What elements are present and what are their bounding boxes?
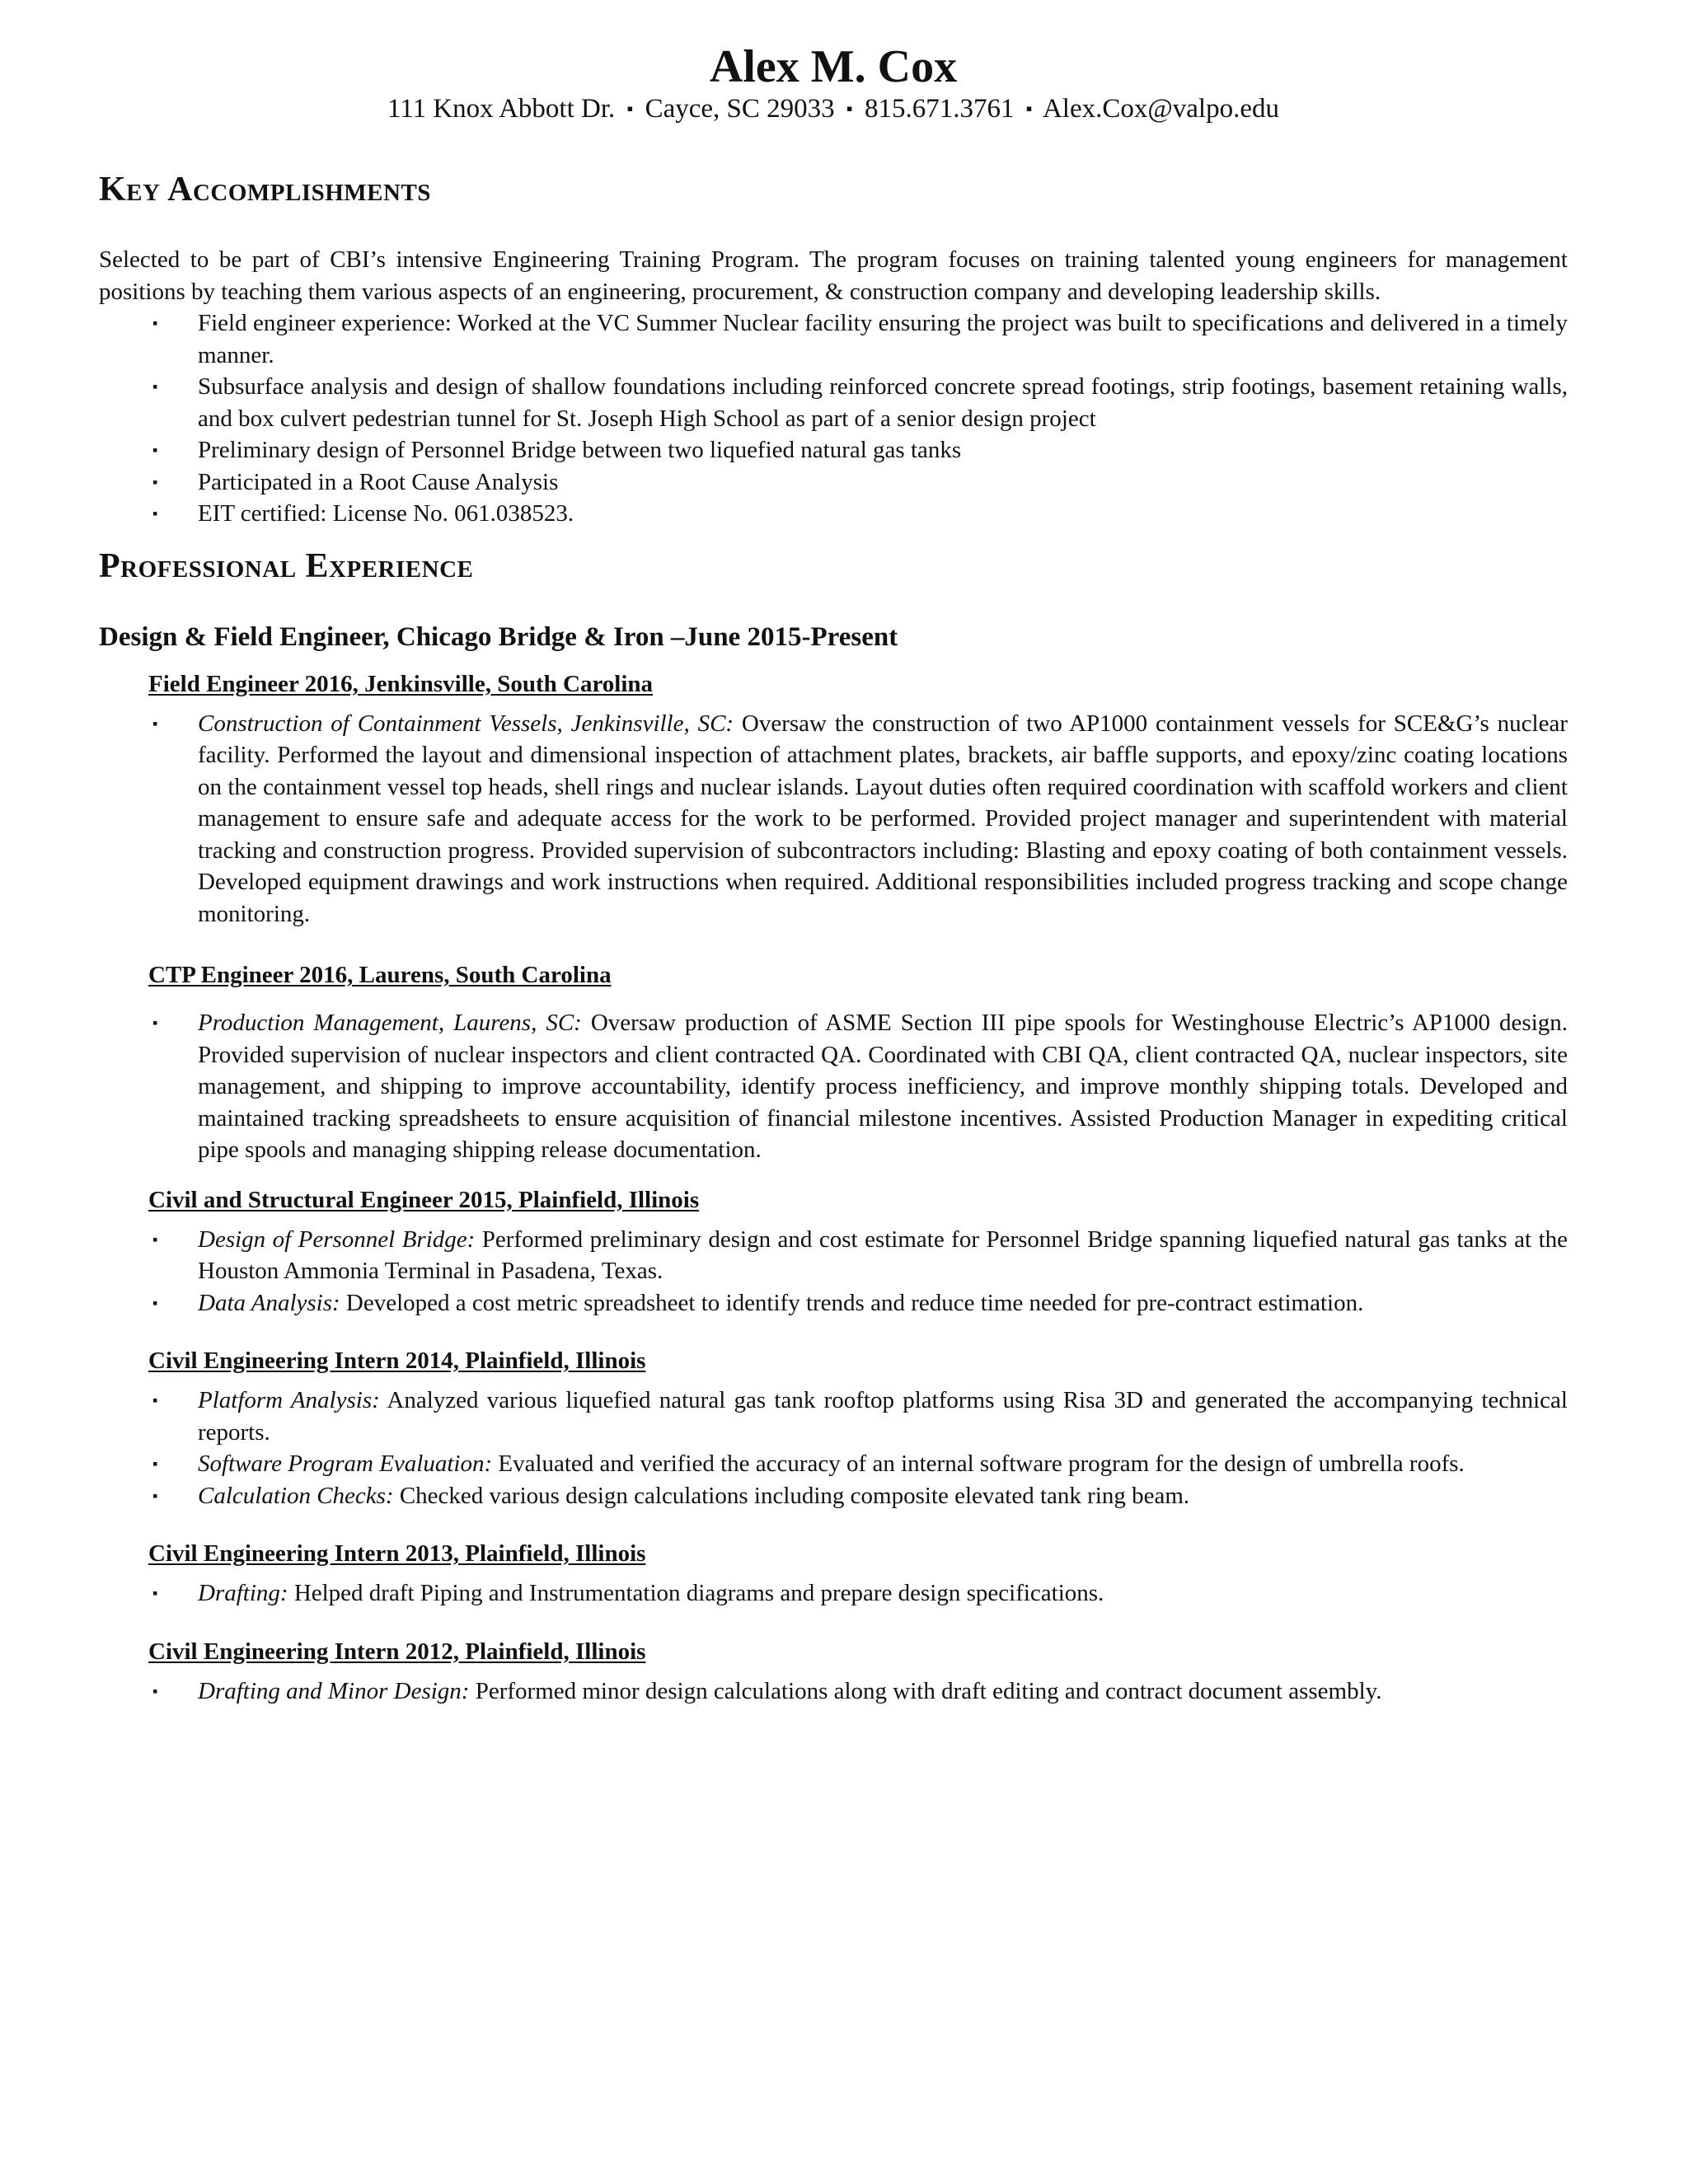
bullet-icon: ▪: [152, 505, 158, 522]
bullet-icon: ▪: [152, 473, 158, 490]
list-item: ▪ Subsurface analysis and design of shallow foundations including reinforced concrete spread footings, strip footings, basement retaining walls, and box culvert pedestrian tunnel for St. Joseph High School as part of a senior design project: [99, 371, 1568, 434]
separator-icon: ▪: [1025, 98, 1033, 119]
address: 111 Knox Abbott Dr.: [387, 94, 616, 124]
list-item: ▪ Platform Analysis: Analyzed various liquefied natural gas tank rooftop platforms using Risa 3D and generated the accompanying technical reports.: [99, 1385, 1568, 1448]
role-list: [99, 708, 1568, 930]
bullet-icon: ▪: [152, 1294, 158, 1311]
bullet-icon: ▪: [152, 1585, 158, 1601]
role-list: [99, 1007, 1568, 1166]
role-heading: Civil and Structural Engineer 2015, Plainfield, Illinois: [148, 1186, 700, 1213]
resume-page: [99, 41, 1568, 1707]
role-heading: CTP Engineer 2016, Laurens, South Carolina: [148, 962, 612, 988]
key-accomplishments-list: [99, 307, 1568, 530]
list-item: ▪ Software Program Evaluation: Evaluated and verified the accuracy of an internal software program for the design of umbrella roofs.: [99, 1448, 1568, 1480]
professional-experience-heading: Professional Experience: [99, 546, 474, 585]
contact-line: [99, 92, 1568, 125]
list-item: ▪ Construction of Containment Vessels, Jenkinsville, SC: Oversaw the construction of two AP1000 containment vessels for SCE&G’s nuclear facility. Performed the layout and dimensional inspection of attachment plates, brackets, air baffle supports, and epoxy/zinc coating locations on the containment vessel top heads, shell rings and nuclear islands. Layout duties often required coordination with scaffold workers and client management to ensure safe and adequate access for the work to be performed. Provided project manager and superintendent with material tracking and construction progress. Provided supervision of subcontractors including: Blasting and epoxy coating of both containment vessels. Developed equipment drawings and work instructions when required. Additional responsibilities included progress tracking and scope change monitoring.: [99, 708, 1568, 930]
bullet-icon: ▪: [152, 1487, 158, 1504]
role-heading: Civil Engineering Intern 2012, Plainfield, Illinois: [148, 1638, 646, 1665]
city: Cayce, SC 29033: [645, 94, 835, 124]
list-item: ▪ Production Management, Laurens, SC: Oversaw production of ASME Section III pipe spools for Westinghouse Electric’s AP1000 design. Provided supervision of nuclear inspectors and client contracted QA. Coordinated with CBI QA, client contracted QA, nuclear inspectors, site management, and shipping to improve accountability, identify process inefficiency, and improve monthly shipping totals. Developed and maintained tracking spreadsheets to ensure acquisition of financial milestone incentives. Assisted Production Manager in expediting critical pipe spools and managing shipping release documentation.: [99, 1007, 1568, 1166]
bullet-icon: ▪: [152, 315, 158, 331]
bullet-icon: ▪: [152, 1455, 158, 1472]
bullet-icon: ▪: [152, 378, 158, 395]
list-item: ▪ Drafting and Minor Design: Performed minor design calculations along with draft editing and contract document assembly.: [99, 1675, 1568, 1708]
list-item: ▪ Calculation Checks: Checked various design calculations including composite elevated tank ring beam.: [99, 1480, 1568, 1512]
candidate-name: Alex M. Cox: [709, 41, 958, 92]
list-item: ▪ Design of Personnel Bridge: Performed preliminary design and cost estimate for Personnel Bridge spanning liquefied natural gas tanks at the Houston Ammonia Terminal in Pasadena, Texas.: [99, 1224, 1568, 1287]
job-title: Design & Field Engineer, Chicago Bridge & Iron –June 2015-Present: [99, 621, 898, 652]
separator-icon: ▪: [846, 98, 853, 119]
bullet-icon: ▪: [152, 442, 158, 458]
role-list: [99, 1675, 1568, 1708]
email: Alex.Cox@valpo.edu: [1042, 94, 1279, 124]
role-heading: Civil Engineering Intern 2013, Plainfield, Illinois: [148, 1540, 646, 1567]
list-item: ▪ EIT certified: License No. 061.038523.: [99, 498, 1568, 530]
phone: 815.671.3761: [864, 94, 1015, 124]
list-item: ▪ Participated in a Root Cause Analysis: [99, 466, 1568, 499]
bullet-icon: ▪: [152, 1682, 158, 1699]
role-list: [99, 1224, 1568, 1319]
key-accomplishments-heading: Key Accomplishments: [99, 171, 431, 209]
role-list: [99, 1385, 1568, 1511]
list-item: ▪ Data Analysis: Developed a cost metric spreadsheet to identify trends and reduce time needed for pre-contract estimation.: [99, 1287, 1568, 1319]
list-item: ▪ Preliminary design of Personnel Bridge between two liquefied natural gas tanks: [99, 434, 1568, 466]
list-item: ▪ Drafting: Helped draft Piping and Instrumentation diagrams and prepare design specifications.: [99, 1577, 1568, 1610]
bullet-icon: ▪: [152, 1230, 158, 1248]
role-heading: Civil Engineering Intern 2014, Plainfield, Illinois: [148, 1347, 646, 1374]
list-item: ▪ Field engineer experience: Worked at the VC Summer Nuclear facility ensuring the project was built to specifications and delivered in a timely manner.: [99, 307, 1568, 371]
bullet-icon: ▪: [152, 1015, 158, 1031]
key-accomplishments-intro: Selected to be part of CBI’s intensive Engineering Training Program. The program focuses on training talented young engineers for management positions by teaching them various aspects of an engineering, procurement, & construction company and developing leadership skills.: [99, 246, 1568, 305]
separator-icon: ▪: [626, 98, 634, 119]
bullet-icon: ▪: [152, 1392, 158, 1408]
bullet-icon: ▪: [152, 715, 158, 732]
role-list: [99, 1577, 1568, 1610]
role-heading: Field Engineer 2016, Jenkinsville, South Carolina: [148, 670, 654, 697]
